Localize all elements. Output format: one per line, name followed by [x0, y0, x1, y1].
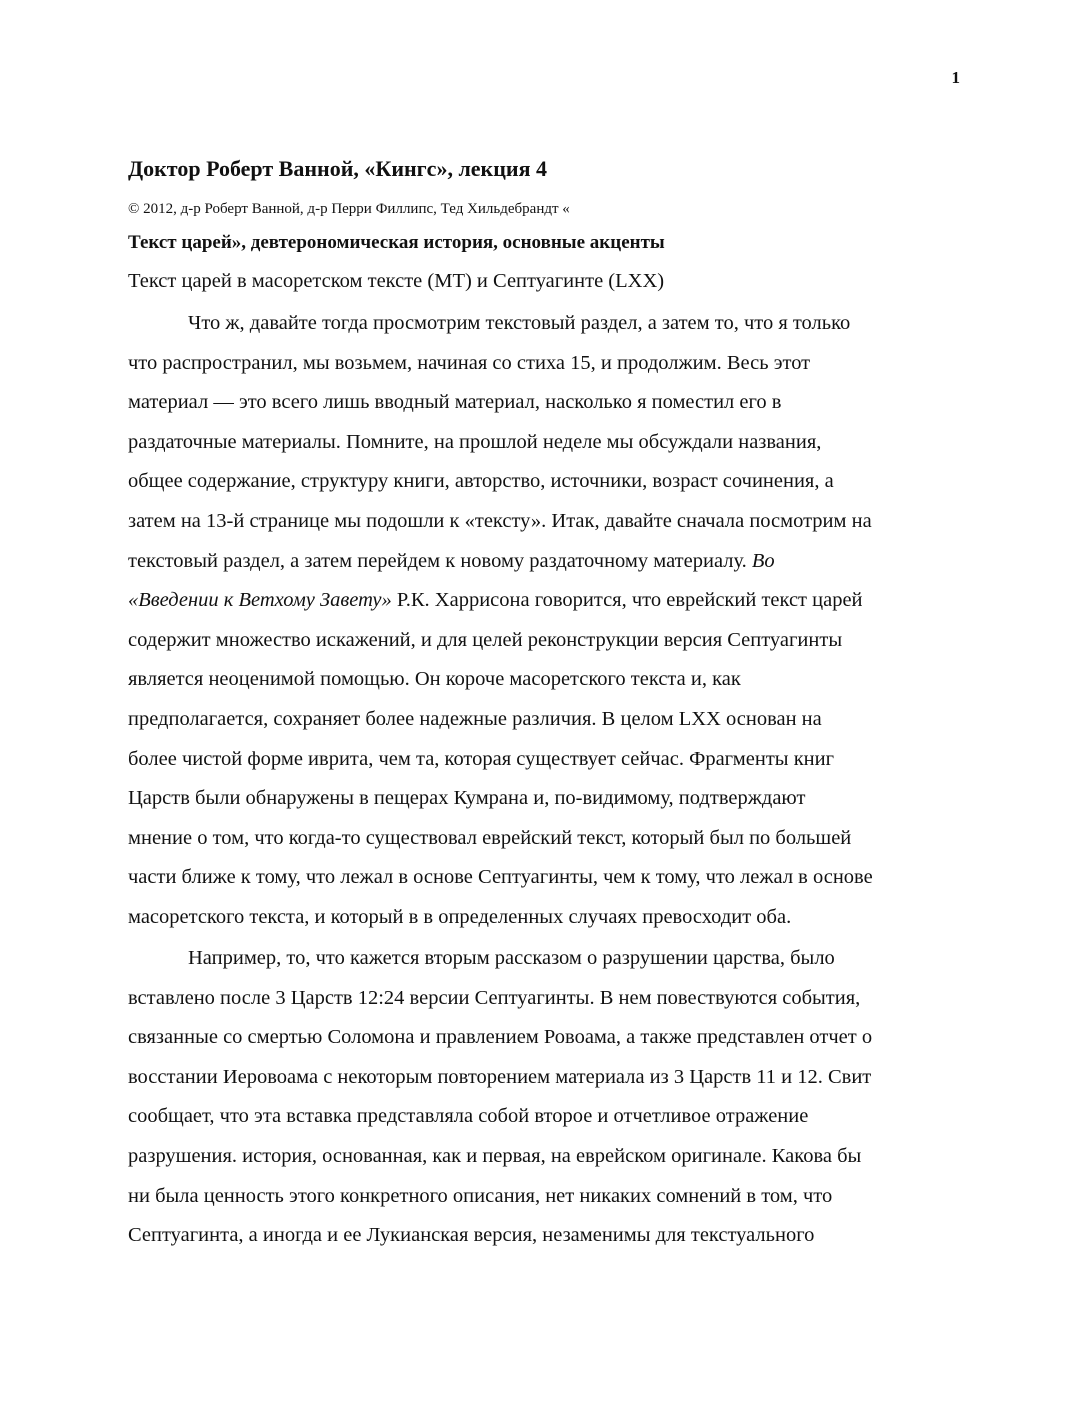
text-line: связанные со смертью Соломона и правлением Ровоама, а также представлен отчет о	[128, 1026, 873, 1049]
page-number: 1	[951, 68, 960, 87]
text-line: Септуагинта, а иногда и ее Лукианская версия, незаменимы для текстуального	[128, 1224, 815, 1247]
text-line: восстании Иеровоама с некоторым повторением материала из 3 Царств 11 и 12. Свит	[128, 1065, 872, 1088]
text-line: масоретского текста, и который в в определенных случаях превосходит оба.	[128, 905, 792, 928]
book-title-italic: «Введении к Ветхому Завету»	[128, 589, 392, 612]
text-line: общее содержание, структуру книги, авторство, источники, возраст сочинения, а	[128, 470, 834, 493]
body-paragraph-2	[128, 939, 968, 1256]
text-line: мнение о том, что когда-то существовал еврейский текст, который был по большей	[128, 826, 852, 849]
text-line: вставлено после 3 Царств 12:24 версии Септуагинты. В нем повествуются события,	[128, 986, 861, 1009]
text-line: сообщает, что эта вставка представляла собой второе и отчетливое отражение	[128, 1105, 809, 1128]
text-span: текстовый раздел, а затем перейдем к новому раздаточному материалу.	[128, 549, 752, 572]
text-line: содержит множество искажений, и для целей реконструкции версия Септуагинты	[128, 628, 843, 651]
text-line: предполагается, сохраняет более надежные различия. В целом LXX основан на	[128, 707, 822, 730]
text-line	[128, 542, 968, 582]
text-line: Например, то, что кажется вторым рассказом о разрушении царства, было	[188, 947, 835, 969]
document-title: Доктор Роберт Ванной, «Кингс», лекция 4	[128, 156, 547, 181]
text-line: раздаточные материалы. Помните, на прошлой неделе мы обсуждали названия,	[128, 430, 822, 453]
text-line: более чистой форме иврита, чем та, которая существует сейчас. Фрагменты книг	[128, 747, 835, 770]
text-span: Р.К. Харрисона говорится, что еврейский текст царей	[391, 589, 863, 612]
text-line: материал — это всего лишь вводный материал, насколько я поместил его в	[128, 391, 782, 414]
text-line: что распространил, мы возьмем, начиная со стиха 15, и продолжим. Весь этот	[128, 351, 811, 374]
section-heading: Текст царей в масоретском тексте (МТ) и Септуагинте (LXX)	[128, 270, 665, 292]
document-subtitle: Текст царей», девтерономическая история, основные акценты	[128, 232, 665, 253]
text-line: Царств были обнаружены в пещерах Кумрана и, по-видимому, подтверждают	[128, 787, 806, 810]
text-line: является неоценимой помощью. Он короче масоретского текста и, как	[128, 668, 741, 691]
body-paragraph-1	[128, 304, 968, 938]
book-title-italic: Во	[751, 549, 775, 572]
text-line: Что ж, давайте тогда просмотрим текстовый раздел, а затем то, что я только	[188, 312, 851, 334]
copyright-line: © 2012, д-р Роберт Ванной, д-р Перри Филлипс, Тед Хильдебрандт «	[128, 201, 570, 217]
text-line: разрушения. история, основанная, как и первая, на еврейском оригинале. Какова бы	[128, 1144, 862, 1167]
text-line: части ближе к тому, что лежал в основе Септуагинты, чем к тому, что лежал в основе	[128, 866, 873, 889]
text-line	[128, 581, 968, 621]
text-line: затем на 13-й странице мы подошли к «тексту». Итак, давайте сначала посмотрим на	[128, 509, 872, 532]
text-line: ни была ценность этого конкретного описания, нет никаких сомнений в том, что	[128, 1184, 833, 1207]
